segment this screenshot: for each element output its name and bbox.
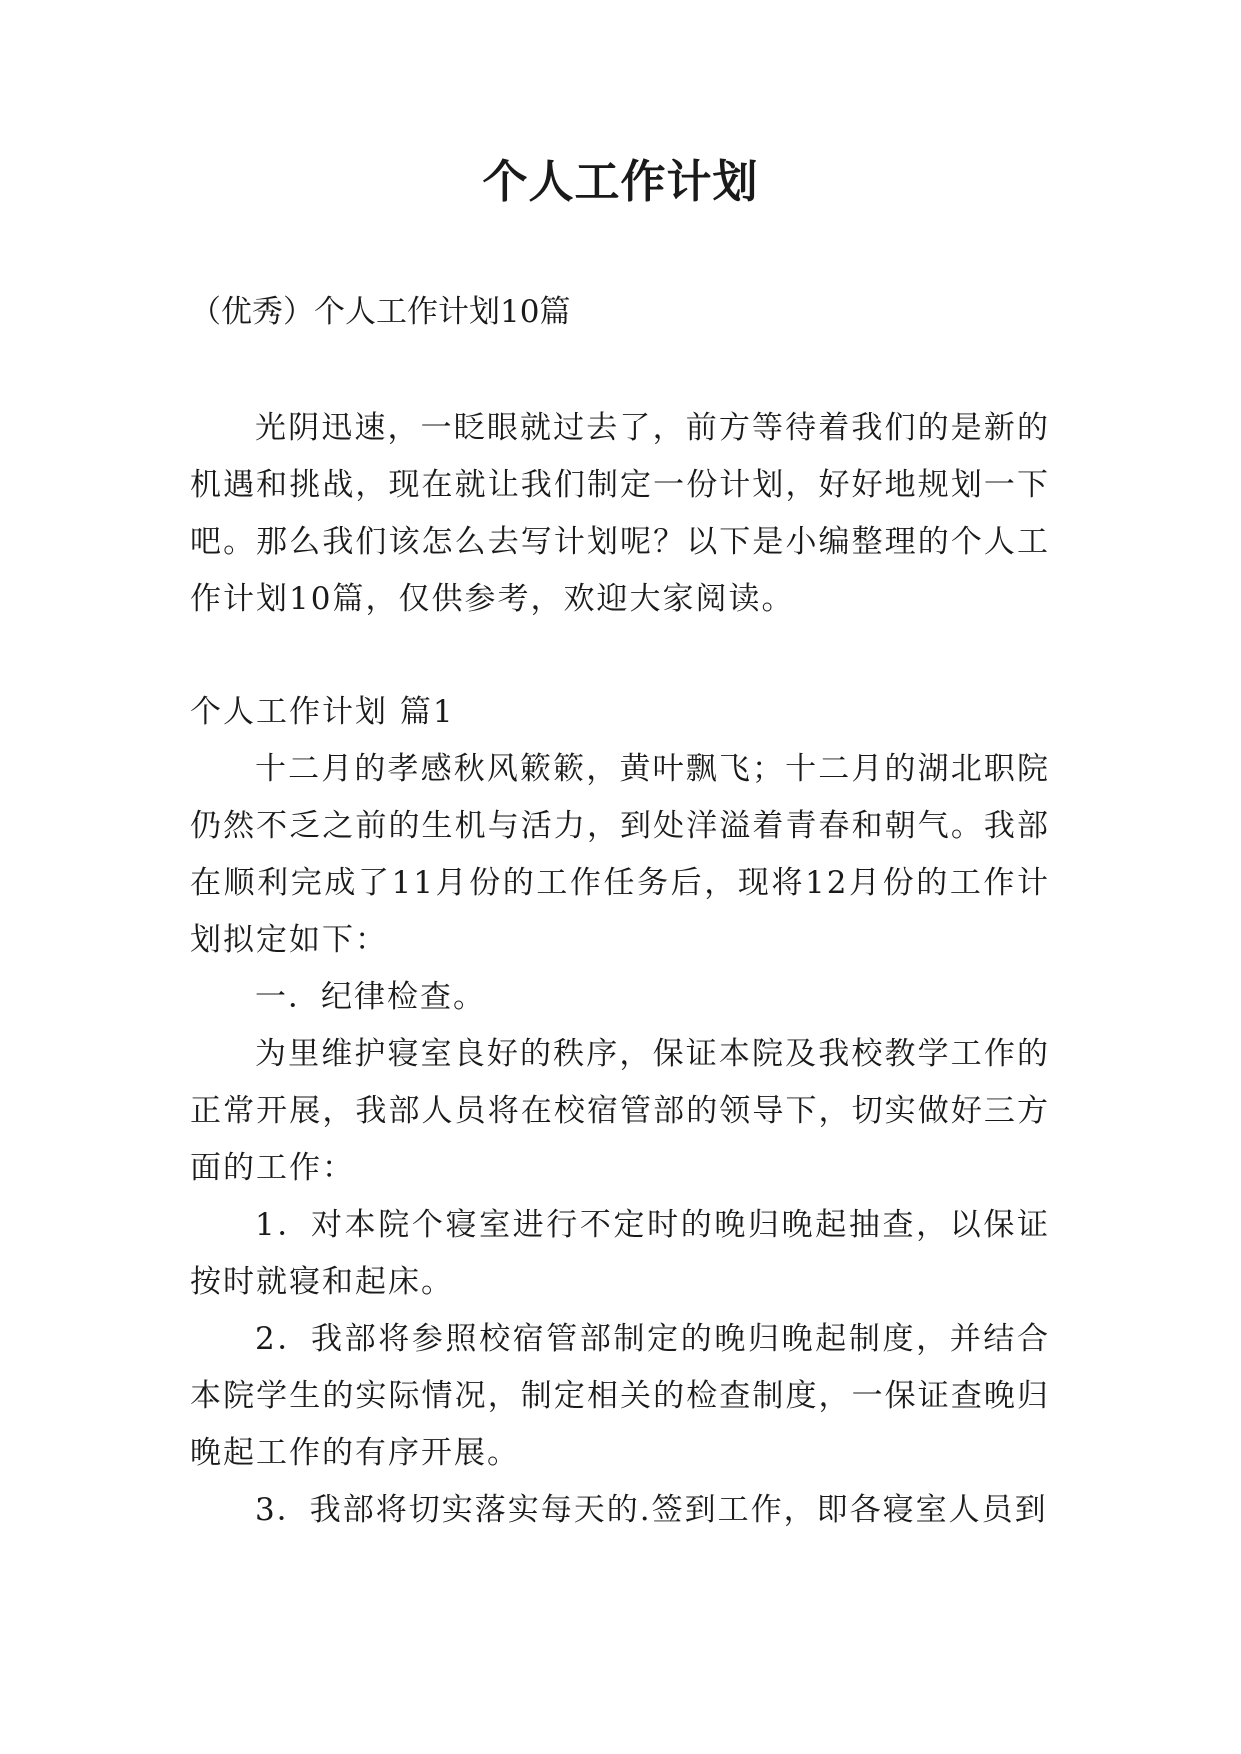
document-title: 个人工作计划 <box>482 155 759 208</box>
body-paragraph: 2．我部将参照校宿管部制定的晚归晚起制度，并结合本院学生的实际情况，制定相关的检查制度，一保证查晚归晚起工作的有序开展。 <box>190 1321 1050 1471</box>
body-paragraph: 一．纪律检查。 <box>255 979 486 1015</box>
intro-paragraph: 光阴迅速，一眨眼就过去了，前方等待着我们的是新的机遇和挑战，现在就让我们制定一份计划，好好地规划一下吧。那么我们该怎么去写计划呢？以下是小编整理的个人工作计划10篇，仅供参考，欢迎大家阅读。 <box>190 410 1050 617</box>
body-paragraph: 1．对本院个寝室进行不定时的晚归晚起抽查，以保证按时就寝和起床。 <box>190 1207 1050 1300</box>
body-paragraph: 3．我部将切实落实每天的.签到工作，即各寝室人员到 <box>255 1492 1048 1528</box>
body-paragraph: 十二月的孝感秋风簌簌，黄叶飘飞；十二月的湖北职院仍然不乏之前的生机与活力，到处洋溢着青春和朝气。我部在顺利完成了11月份的工作任务后，现将12月份的工作计划拟定如下： <box>190 751 1050 958</box>
document-body <box>190 400 1050 1539</box>
body-paragraph: 为里维护寝室良好的秩序，保证本院及我校教学工作的正常开展，我部人员将在校宿管部的领导下，切实做好三方面的工作： <box>190 1036 1050 1186</box>
document-subtitle: （优秀）个人工作计划10篇 <box>190 294 571 330</box>
section-heading: 个人工作计划 篇1 <box>190 694 455 730</box>
